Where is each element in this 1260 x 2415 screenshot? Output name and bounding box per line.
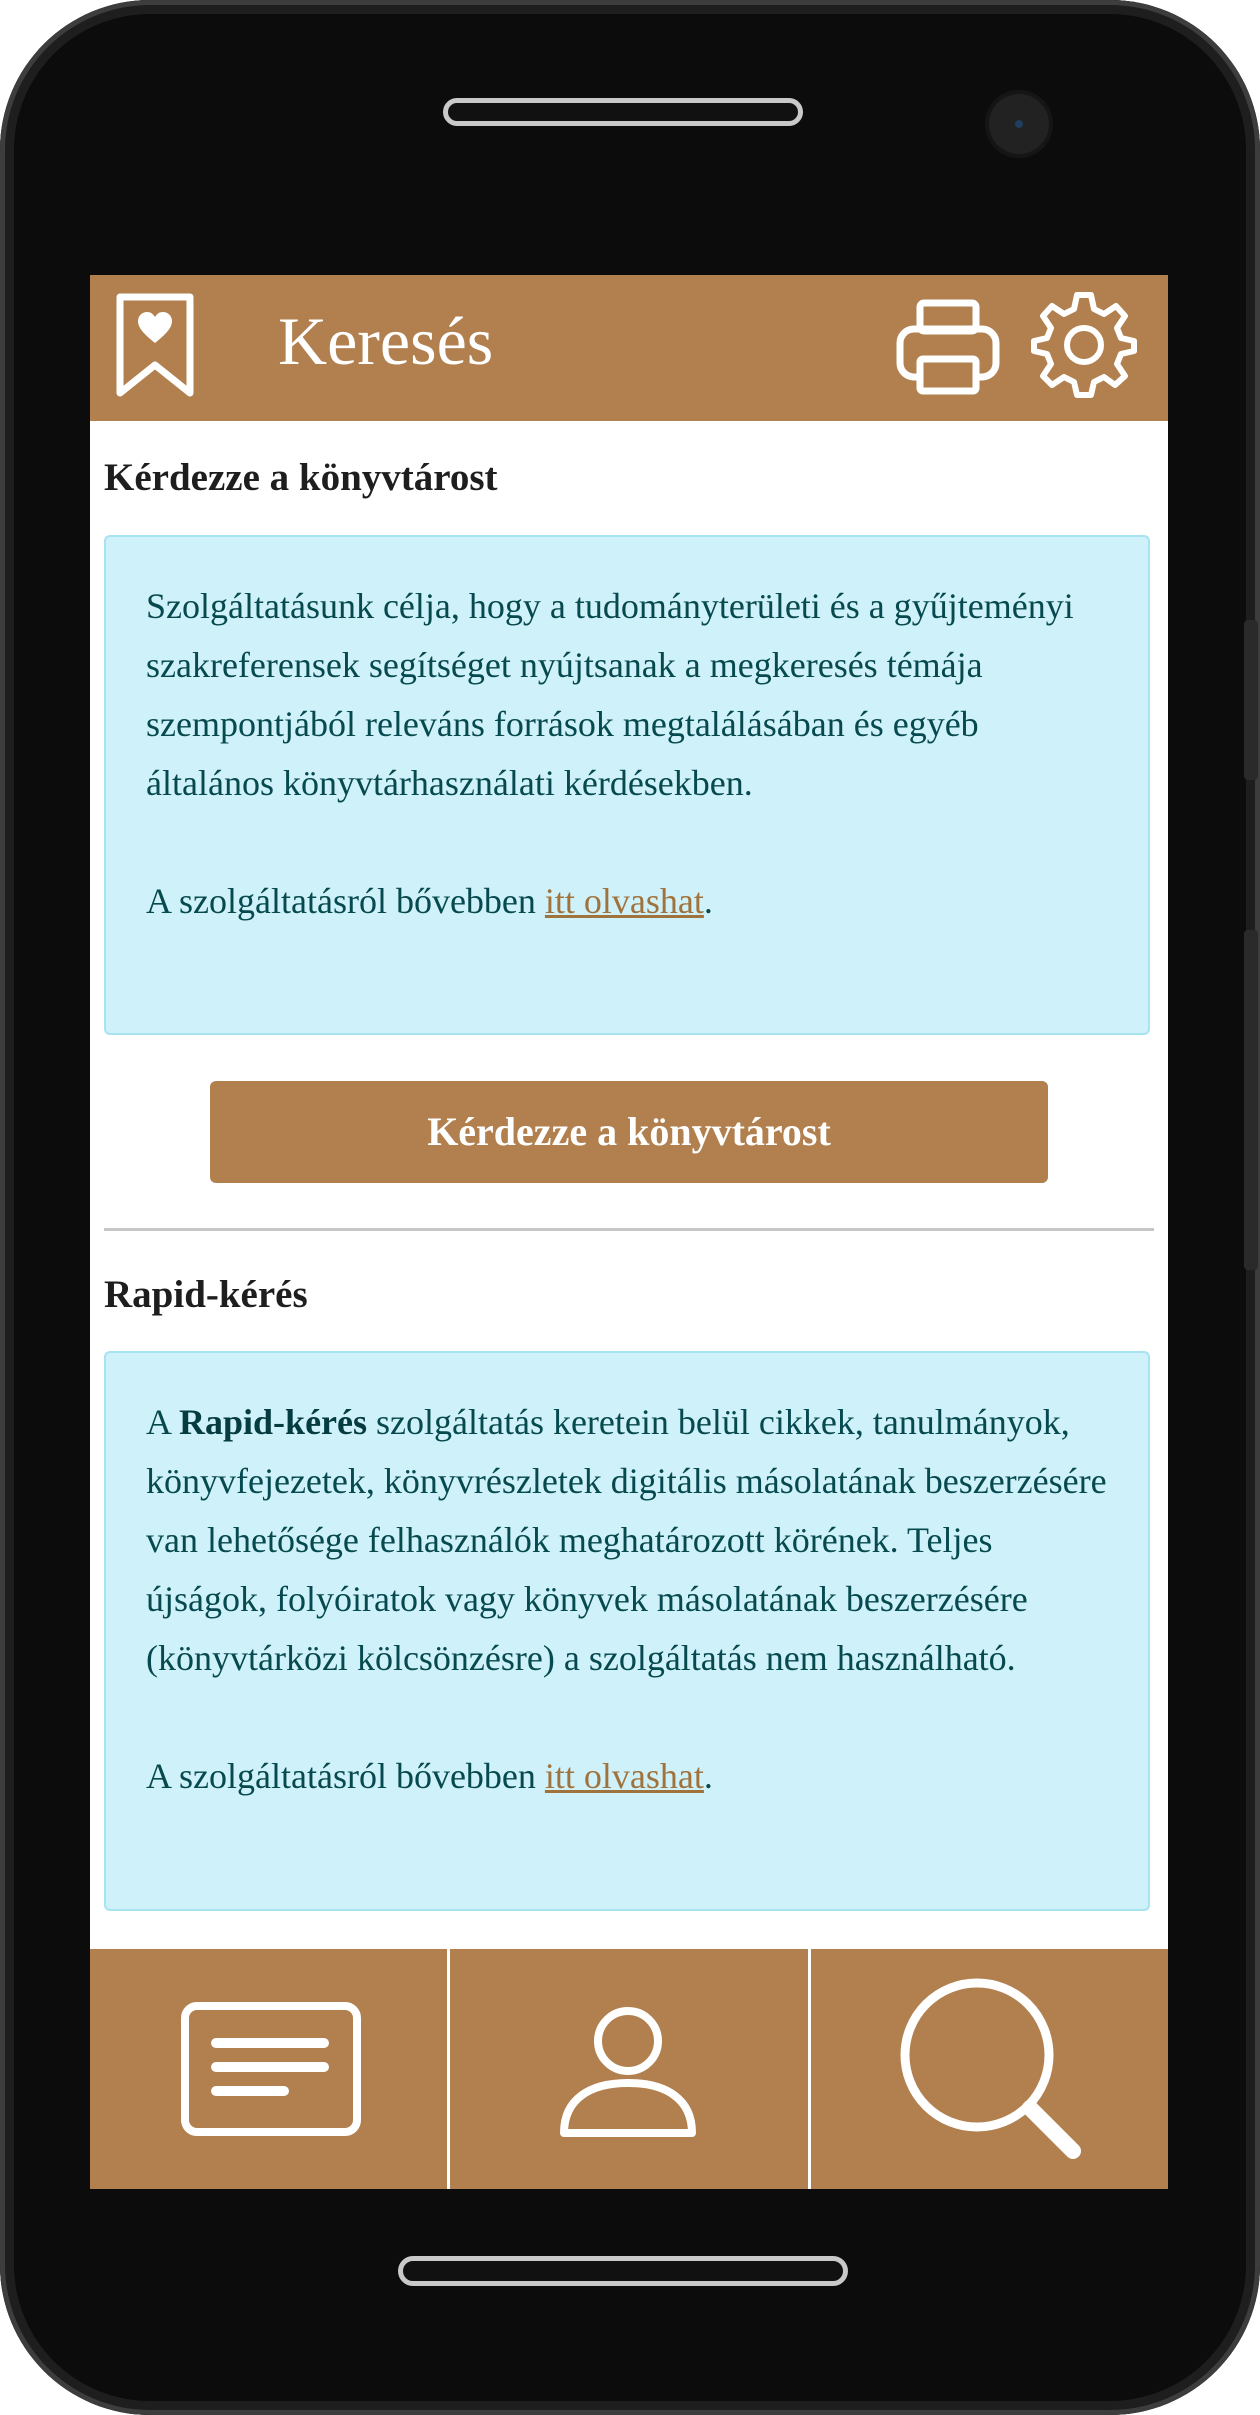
gear-icon[interactable] [1028, 289, 1140, 401]
info-paragraph-prefix: A [146, 1402, 180, 1442]
printer-icon[interactable] [894, 293, 1002, 401]
more-info-text: A szolgáltatásról bővebben [146, 881, 545, 921]
more-info-line [146, 872, 1108, 931]
more-info-text: A szolgáltatásról bővebben [146, 1756, 545, 1796]
bottom-navigation [90, 1949, 1168, 2189]
info-paragraph: Szolgáltatásunk célja, hogy a tudományterületi és a gyűjteményi szakreferensek segítséget nyújtsanak a megkeresés témája szempontjából releváns források megtalálásában és egyéb általános könyvtárhasználati kérdésekben. [146, 586, 1074, 803]
volume-button [1244, 620, 1258, 780]
bookmark-heart-icon[interactable] [114, 291, 196, 401]
ask-librarian-button[interactable]: Kérdezze a könyvtárost [210, 1081, 1048, 1183]
info-box-ask-librarian [104, 535, 1150, 1035]
page-title: Keresés [278, 303, 494, 379]
more-info-suffix: . [703, 1756, 713, 1796]
user-icon [558, 2003, 698, 2143]
info-paragraph-rest: szolgáltatás keretein belül cikkek, tanulmányok, könyvfejezetek, könyvrészletek digitális másolatának beszerzésére van lehetősége felhasználók meghatározott körének. Teljes újságok, folyóiratok vagy könyvek másolatának beszerzésére (könyvtárközi kölcsönzésre) a szolgáltatás nem használható. [146, 1402, 1107, 1678]
section-title-ask-librarian: Kérdezze a könyvtárost [104, 456, 498, 499]
info-paragraph-bold: Rapid-kérés [179, 1402, 368, 1442]
front-camera [985, 90, 1053, 158]
document-list-icon [180, 2001, 362, 2137]
section-title-rapid-request: Rapid-kérés [104, 1273, 308, 1316]
power-button [1244, 930, 1258, 1270]
more-info-link[interactable]: itt olvashat [544, 1756, 704, 1796]
info-paragraph [146, 1393, 1108, 1688]
section-divider [104, 1228, 1154, 1231]
nav-tab-search[interactable] [808, 1949, 1168, 2189]
app-screen [90, 275, 1168, 2189]
more-info-line [146, 1747, 1108, 1806]
more-info-suffix: . [703, 881, 713, 921]
nav-tab-list[interactable] [90, 1949, 447, 2189]
nav-tab-profile[interactable] [447, 1949, 807, 2189]
search-icon [897, 1975, 1087, 2165]
more-info-link[interactable]: itt olvashat [544, 881, 704, 921]
top-app-bar [90, 275, 1168, 421]
info-box-rapid-request [104, 1351, 1150, 1911]
home-indicator [398, 2256, 848, 2286]
earpiece-speaker [443, 98, 803, 126]
